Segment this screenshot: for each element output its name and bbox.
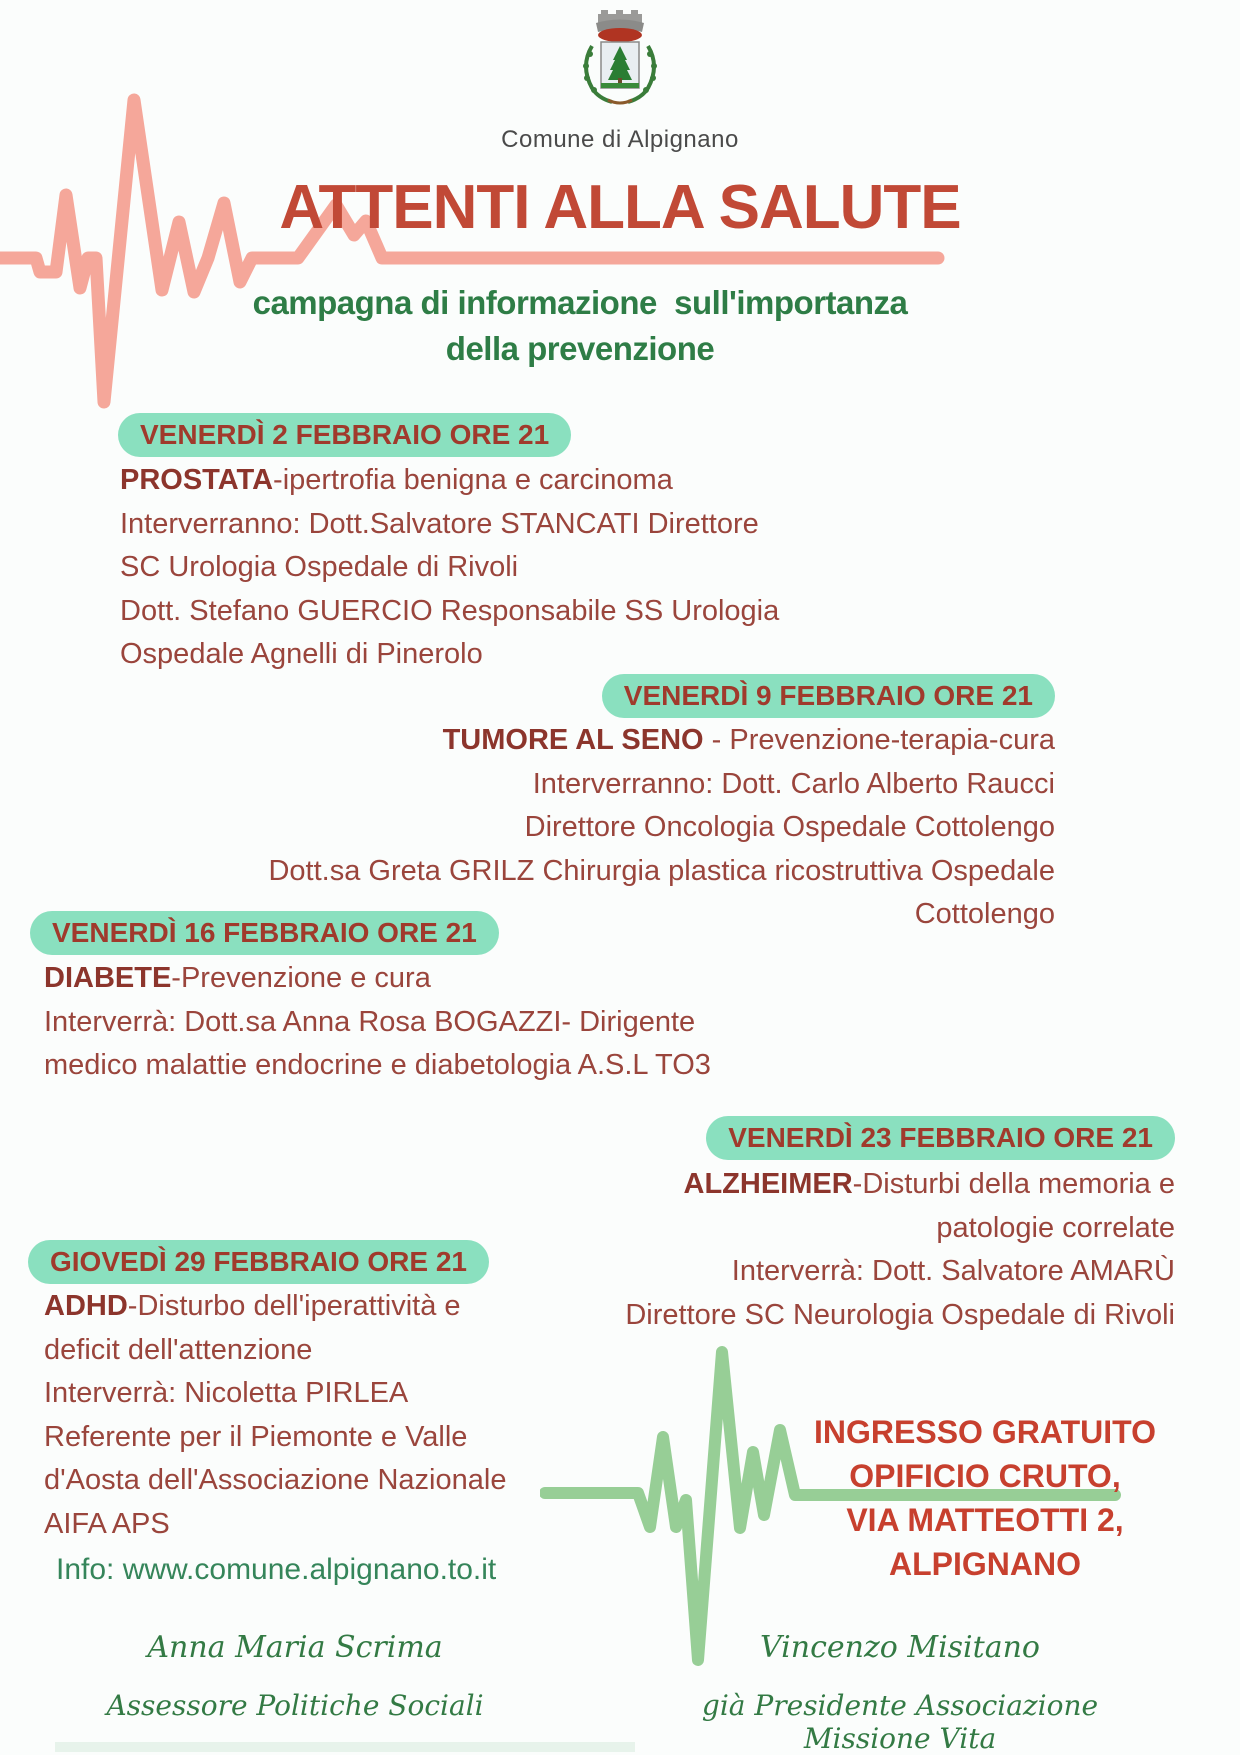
event-topic-line: ADHD-Disturbo dell'iperattività e [44,1290,461,1322]
venue-line: VIA MATTEOTTI 2, [846,1502,1124,1538]
event-detail-line: Interverrà: Dott.sa Anna Rosa BOGAZZI- Dirigente [44,1005,696,1038]
signature-name: Vincenzo Misitano [760,1630,1040,1665]
event-detail-line: Cottolengo [914,898,1055,930]
event-detail-line: Interverrà: Dott. Salvatore AMARÙ [731,1255,1175,1287]
event-topic-line: DIABETE-Prevenzione e cura [44,962,431,994]
info-website: Info: www.comune.alpignano.to.it [56,1553,497,1586]
event-detail-line: Interverranno: Dott.Salvatore STANCATI Direttore [120,507,759,540]
event-date-pill: VENERDÌ 9 FEBBRAIO ORE 21 [602,674,1055,718]
signature-left [95,1630,495,1722]
event-detail-line: deficit dell'attenzione [44,1333,313,1366]
poster-subtitle-line1: campagna di informazione sull'importanza [252,284,908,321]
event-detail-line: Dott. Stefano GUERCIO Responsabile SS Urologia [120,594,780,627]
event-detail-line: medico malattie endocrine e diabetologia A.S.L TO3 [44,1049,711,1081]
event-detail-line: SC Urologia Ospedale di Rivoli [120,551,519,583]
event-detail-line: Direttore SC Neurologia Ospedale di Rivoli [625,1298,1175,1331]
event-detail-line: d'Aosta dell'Associazione Nazionale [44,1464,507,1496]
event-topic-line: TUMORE AL SENO - Prevenzione-terapia-cura [442,724,1055,756]
event-detail-line: Referente per il Piemonte e Valle [44,1420,468,1453]
event-detail-line: Interverranno: Dott. Carlo Alberto Raucci [532,767,1055,800]
event-date-pill: GIOVEDÌ 29 FEBBRAIO ORE 21 [28,1240,489,1284]
poster-subtitle-line2: della prevenzione [445,330,715,367]
signature-role: Assessore Politiche Sociali [106,1689,484,1722]
event-detail-line: Dott.sa Greta GRILZ Chirurgia plastica ricostruttiva Ospedale [268,854,1055,887]
signature-role: già Presidente Associazione Missione Vita [701,1689,1099,1755]
signature-right [650,1630,1150,1755]
event-detail-line: Direttore Oncologia Ospedale Cottolengo [524,811,1055,843]
event-detail-line: AIFA APS [44,1507,170,1540]
event-topic-line: ALZHEIMER-Disturbi della memoria e [683,1168,1175,1200]
poster-title: ATTENTI ALLA SALUTE [279,173,961,242]
scan-artifact-band [55,1742,635,1752]
venue-line: INGRESSO GRATUITO [814,1414,1156,1450]
venue-line: ALPIGNANO [889,1546,1081,1582]
event-date-pill: VENERDÌ 16 FEBBRAIO ORE 21 [30,911,499,955]
venue-block [790,1410,1180,1586]
event-detail-line: patologie correlate [936,1211,1175,1244]
signature-name: Anna Maria Scrima [147,1630,443,1665]
venue-line: OPIFICIO CRUTO, [849,1458,1121,1494]
event-topic-line: PROSTATA-ipertrofia benigna e carcinoma [120,464,673,496]
municipality-name: Comune di Alpignano [501,126,739,153]
event-detail-line: Interverrà: Nicoletta PIRLEA [44,1377,409,1409]
event-detail-line: Ospedale Agnelli di Pinerolo [120,638,483,670]
event-date-pill: VENERDÌ 2 FEBBRAIO ORE 21 [118,413,571,457]
event-date-pill: VENERDÌ 23 FEBBRAIO ORE 21 [706,1116,1175,1160]
municipality-crest-icon [568,8,672,110]
